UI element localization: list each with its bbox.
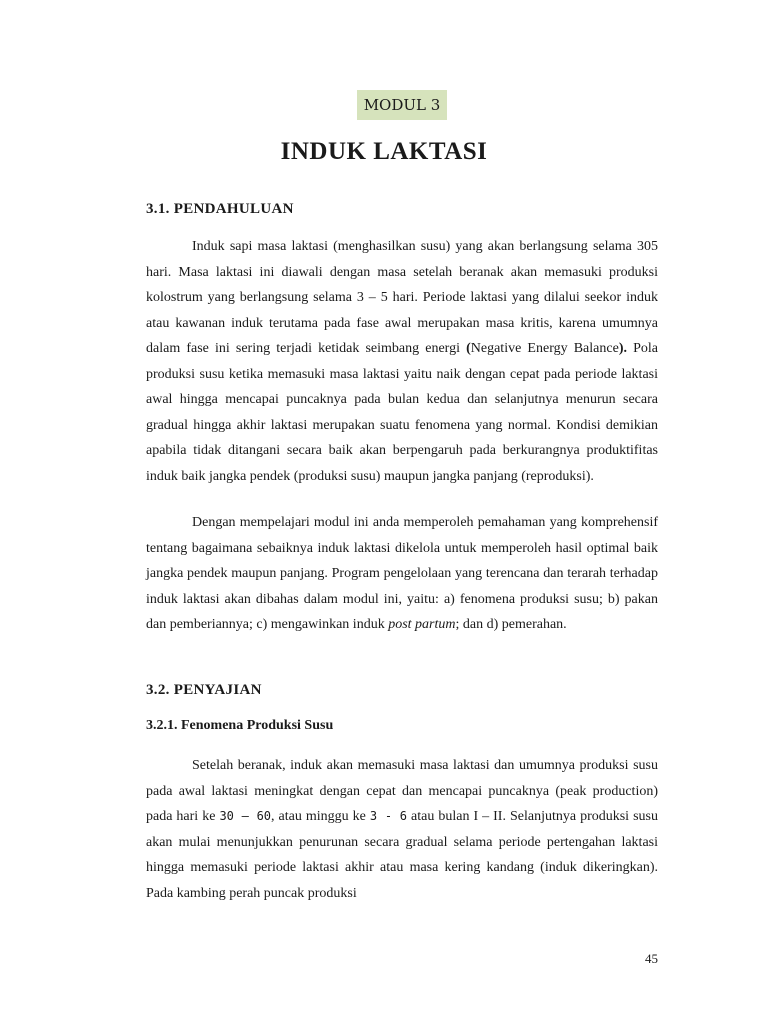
paragraph-text: Negative Energy Balance xyxy=(470,341,619,356)
module-label-badge xyxy=(357,90,447,120)
italic-term: post partum xyxy=(388,617,456,632)
paragraph-text: Pola produksi susu ketika memasuki masa laktasi yaitu naik dengan cepat pada periode laktasi awal hingga mencapai puncaknya pada bulan kedua dan selanjutnya menurun secara gradual hingga akhir laktasi merupakan suatu fenomena yang normal. Kondisi demikian apabila tidak ditangani secara baik akan berpengaruh pada berkurangnya produktifitas induk baik jangka pendek (produksi susu) maupun jangka panjang (reproduksi). xyxy=(146,341,658,484)
paragraph-text: atau bulan I – II. Selanjutnya produksi susu akan mulai menunjukkan penurunan secara gradual selama periode pertengahan laktasi hingga memasuki periode laktasi akhir atau masa kering kandang (induk dikeringkan). Pada kambing perah puncak produksi xyxy=(146,809,658,901)
paragraph-text: Setelah beranak, induk akan memasuki masa laktasi dan umumnya produksi susu pada awal laktasi meningkat dengan cepat dan mencapai puncaknya (peak production) pada hari ke xyxy=(146,758,658,824)
bold-paren: ( xyxy=(466,341,471,356)
paragraph-text: , atau minggu ke xyxy=(271,809,370,824)
subsection-heading-fenomena: 3.2.1. Fenomena Produksi Susu xyxy=(146,718,334,733)
module-label: MODUL 3 xyxy=(363,96,441,114)
paragraph-pendahuluan-1 xyxy=(146,234,658,489)
paragraph-fenomena-1 xyxy=(146,753,658,906)
paragraph-text: Dengan mempelajari modul ini anda memperoleh pemahaman yang komprehensif tentang bagaimana sebaiknya induk laktasi dikelola untuk memperoleh hasil optimal baik jangka pendek maupun panjang. Program pengelolaan yang terencana dan terarah terhadap induk laktasi akan dibahas dalam modul ini, yaitu: a) fenomena produksi susu; b) pakan dan pemberiannya; c) mengawinkan induk xyxy=(146,515,658,632)
section-heading-penyajian: 3.2. PENYAJIAN xyxy=(146,682,262,698)
paragraph-pendahuluan-2 xyxy=(146,510,658,638)
page-number: 45 xyxy=(645,951,658,966)
numeric-range: 3 - 6 xyxy=(369,809,408,823)
bold-paren: ). xyxy=(618,341,627,356)
page-title: INDUK LAKTASI xyxy=(280,138,488,165)
numeric-range: 30 – 60 xyxy=(219,809,272,823)
section-heading-pendahuluan: 3.1. PENDAHULUAN xyxy=(146,201,294,217)
paragraph-text: Induk sapi masa laktasi (menghasilkan susu) yang akan berlangsung selama 305 hari. Masa laktasi ini diawali dengan masa setelah beranak akan memasuki produksi kolostrum yang berlangsung selama 3 – 5 hari. Periode laktasi yang dilalui seekor induk atau kawanan induk terutama pada fase awal merupakan masa kritis, karena umumnya dalam fase ini sering terjadi ketidak seimbang energi xyxy=(146,239,658,356)
paragraph-text: ; dan d) pemerahan. xyxy=(455,617,567,632)
